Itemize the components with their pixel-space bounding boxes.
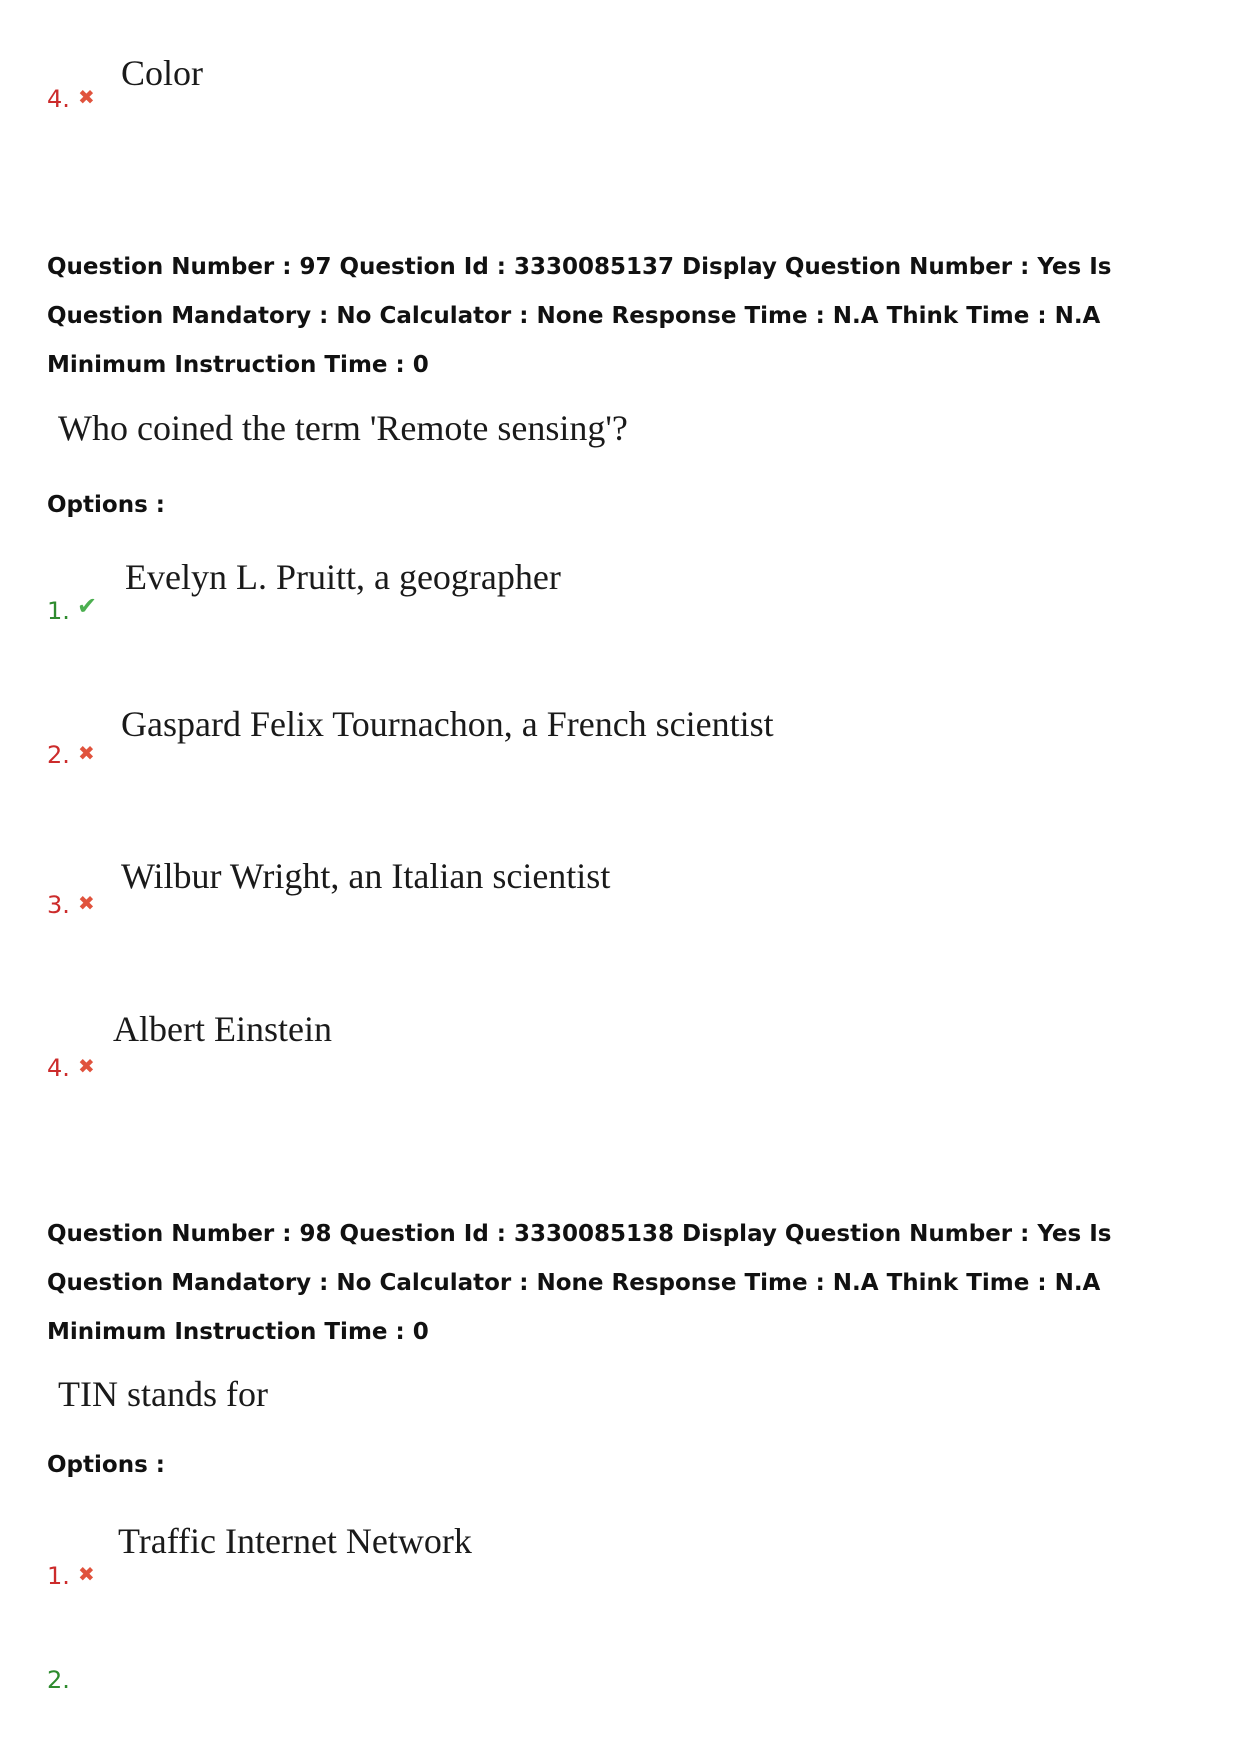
option-text: Wilbur Wright, an Italian scientist <box>121 856 611 896</box>
option-text: Traffic Internet Network <box>118 1521 472 1561</box>
option-number: 1. <box>47 597 70 625</box>
option-text: Albert Einstein <box>113 1009 332 1049</box>
option-text: Gaspard Felix Tournachon, a French scientist <box>121 704 774 744</box>
option-text: Color <box>121 53 204 93</box>
option-text: Evelyn L. Pruitt, a geographer <box>125 557 561 597</box>
question-metadata: Question Number : 97 Question Id : 3330085137 Display Question Number : Yes Is Question Mandatory : No Calculator : None Response Time : N.A Think Time : N.A Minimum Instruction Time : 0 <box>47 254 1112 378</box>
cross-mark-icon: ✖ <box>78 1054 95 1078</box>
option-number: 2. <box>47 1666 70 1694</box>
option-number: 3. <box>47 891 70 919</box>
cross-mark-icon: ✖ <box>78 1562 95 1586</box>
option-number: 4. <box>47 85 70 113</box>
check-mark-icon: ✔ <box>77 592 98 620</box>
cross-mark-icon: ✖ <box>78 741 95 765</box>
option-number: 4. <box>47 1054 70 1082</box>
options-label: Options : <box>47 1452 165 1478</box>
options-label: Options : <box>47 492 165 518</box>
option-number: 1. <box>47 1562 70 1590</box>
question-text: Who coined the term 'Remote sensing'? <box>58 408 628 448</box>
question-text: TIN stands for <box>58 1374 268 1414</box>
cross-mark-icon: ✖ <box>78 891 95 915</box>
option-number: 2. <box>47 741 70 769</box>
cross-mark-icon: ✖ <box>78 85 95 109</box>
question-metadata: Question Number : 98 Question Id : 3330085138 Display Question Number : Yes Is Question Mandatory : No Calculator : None Response Time : N.A Think Time : N.A Minimum Instruction Time : 0 <box>47 1221 1112 1345</box>
